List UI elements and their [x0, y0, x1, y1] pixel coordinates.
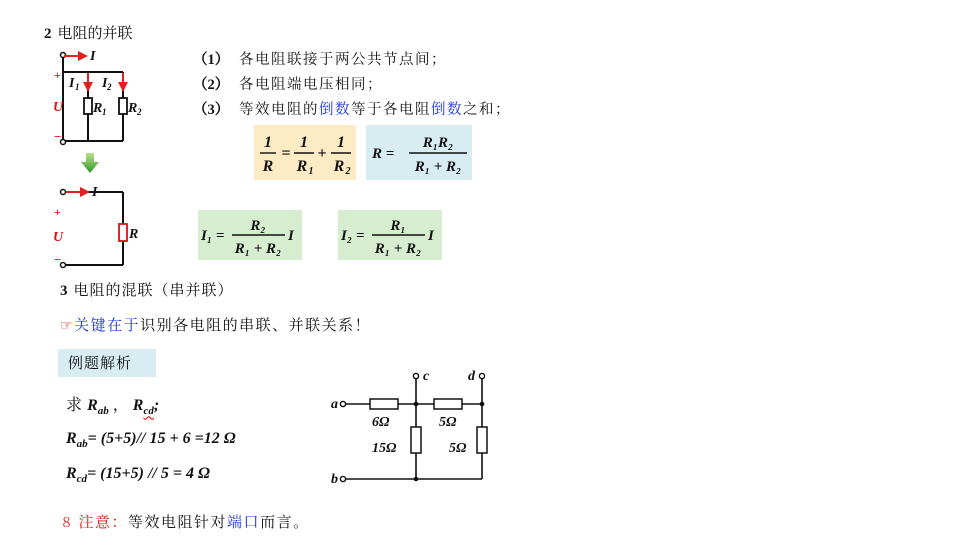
formula-tail: I [288, 228, 294, 244]
ask-end: ; [153, 397, 160, 414]
example-question [66, 392, 159, 417]
current-i1-sub: 1 [75, 82, 80, 92]
ask-separator: ， [112, 395, 129, 414]
lhs-denominator: R [262, 158, 274, 175]
note-text: 等效电阻针对 [128, 513, 228, 531]
resistor-r1 [84, 98, 92, 114]
formula-numerator: R₂ [250, 218, 266, 234]
property-text: 等于各电阻 [351, 102, 431, 118]
property-3 [193, 98, 511, 119]
plus-sign: + [54, 205, 61, 219]
equals-sign: = [281, 145, 291, 162]
rcd-symbol: R [132, 397, 144, 414]
current-divider-i1-formula [198, 210, 302, 260]
node-d-label: d [468, 369, 475, 384]
equivalent-circuit-diagram [50, 180, 150, 275]
resistor-5-top-label: 5Ω [439, 415, 457, 430]
property-text: 之和； [463, 102, 511, 118]
note-icon: ８ [60, 516, 75, 531]
term1-denominator: R [296, 158, 308, 175]
example-label: 例题解析 [58, 349, 156, 377]
r1-label: R [93, 101, 103, 116]
voltage-label: U [53, 100, 64, 115]
arrow-down-icon [81, 153, 99, 173]
solution-r: R [66, 430, 77, 447]
note-highlight: 端口 [227, 513, 261, 531]
voltage-label: U [53, 230, 64, 245]
r-label: R [129, 227, 139, 242]
current-label: I [92, 185, 98, 200]
current-i2-label: I [102, 76, 108, 91]
formula-lhs: I₁ = [201, 228, 225, 244]
pointing-hand-icon: ☞ [60, 318, 75, 334]
term1-numerator: 1 [300, 134, 308, 151]
property-number: （1） [193, 52, 230, 68]
section-number: 3 [60, 283, 68, 299]
resistor-6-label: 6Ω [372, 415, 390, 430]
formula-tail: I [428, 228, 434, 244]
solution-expression: = (15+5) // 5 = 4 Ω [87, 465, 210, 482]
resistor-r-equivalent [119, 224, 127, 241]
minus-sign: − [54, 129, 62, 144]
solution-sub: ab [76, 438, 88, 451]
highlight-reciprocal: 倒数 [319, 102, 351, 118]
note-line [60, 511, 310, 532]
ask-prefix: 求 [66, 395, 88, 414]
note-text-end: 而言。 [260, 513, 310, 531]
key-highlight: 关键在于 [74, 316, 141, 334]
plus-sign: + [317, 145, 327, 162]
property-1 [193, 48, 447, 69]
property-text: 等效电阻的 [239, 102, 319, 118]
term2-denominator: R [333, 158, 345, 175]
solution-rab [66, 430, 236, 450]
minus-sign: − [54, 252, 62, 267]
property-2 [193, 73, 383, 94]
resistor-15-ohm [411, 427, 421, 453]
formula-lhs: R = [372, 146, 395, 162]
key-point [60, 314, 371, 335]
rcd-subscript: cd [143, 405, 154, 418]
formula-lhs: I₂ = [341, 228, 365, 244]
term1-sub: 1 [308, 166, 314, 177]
property-number: （3） [193, 102, 230, 118]
resistor-5-ohm-right [477, 427, 487, 453]
note-label: 注意： [78, 513, 129, 531]
formula-numerator: R₁R₂ [422, 135, 454, 151]
property-text: 各电阻端电压相同； [239, 77, 383, 93]
section-title-text: 电阻的混联（串并联） [73, 281, 234, 299]
section-title-text: 电阻的并联 [57, 24, 133, 42]
rab-subscript: ab [97, 405, 109, 418]
key-text: 识别各电阻的串联、并联关系！ [140, 316, 372, 334]
term2-sub: 2 [345, 166, 351, 177]
property-text: 各电阻联接于两公共节点间； [239, 52, 447, 68]
mixed-network-diagram [330, 363, 500, 488]
solution-r: R [66, 465, 77, 482]
r2-label: R [128, 101, 138, 116]
section-2-title [44, 22, 133, 43]
node-a-label: a [331, 397, 338, 412]
equivalent-resistance-formula [366, 125, 472, 180]
resistor-5-right-label: 5Ω [449, 441, 467, 456]
current-label: I [90, 49, 96, 64]
resistor-6-ohm [370, 399, 398, 409]
node-c-label: c [423, 369, 430, 384]
section-number: 2 [44, 26, 52, 42]
current-i1-label: I [69, 76, 75, 91]
term2-numerator: 1 [337, 134, 345, 151]
property-number: （2） [193, 77, 230, 93]
plus-sign: + [54, 68, 61, 82]
lhs-numerator: 1 [264, 134, 272, 151]
solution-sub: cd [76, 473, 88, 486]
rab-symbol: R [87, 397, 98, 414]
node-b-label: b [331, 472, 338, 487]
r2-sub: 2 [137, 107, 142, 117]
formula-numerator: R₁ [390, 218, 406, 234]
current-divider-i2-formula [338, 210, 442, 260]
parallel-circuit-diagram [50, 45, 140, 155]
resistor-r2 [119, 98, 127, 114]
r1-sub: 1 [102, 107, 107, 117]
solution-rcd [66, 465, 210, 485]
current-i2-sub: 2 [107, 82, 112, 92]
section-3-title [60, 279, 234, 300]
formula-denominator: R₁ + R₂ [414, 159, 462, 175]
formula-denominator: R₁ + R₂ [234, 241, 282, 257]
solution-expression: = (5+5)// 15 + 6 =12 Ω [87, 430, 236, 447]
resistor-5-ohm-top [434, 399, 462, 409]
formula-denominator: R₁ + R₂ [374, 241, 422, 257]
highlight-reciprocal: 倒数 [431, 102, 463, 118]
reciprocal-formula [254, 125, 356, 180]
resistor-15-label: 15Ω [372, 441, 397, 456]
